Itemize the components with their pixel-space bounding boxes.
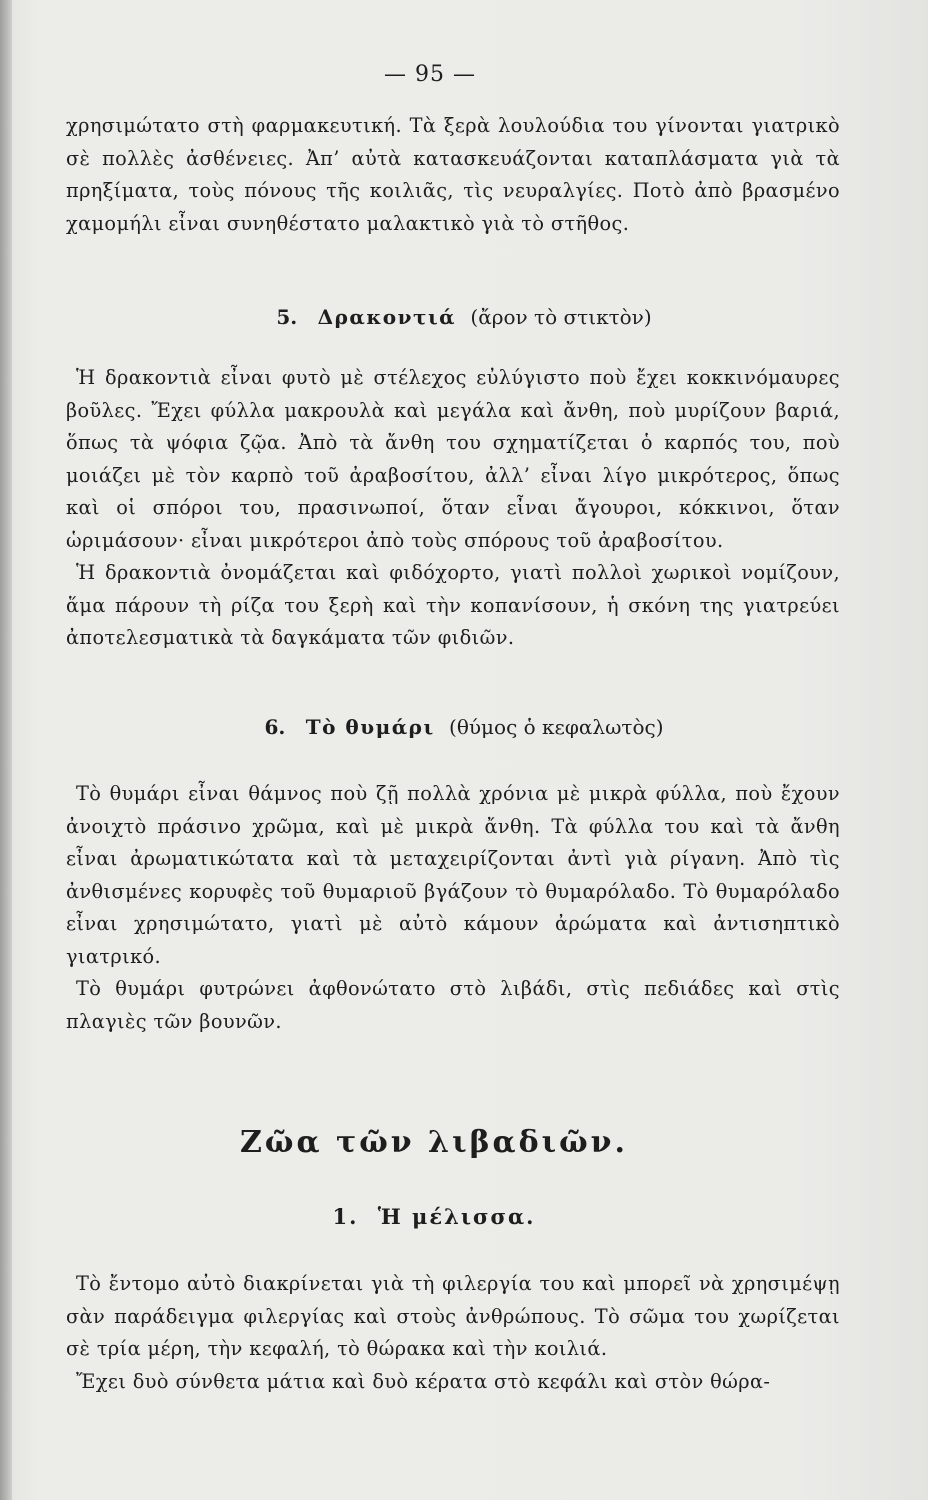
bee-paragraph-1: Τὸ ἔντομο αὐτὸ διακρίνεται γιὰ τὴ φιλεργία του καὶ μπορεῖ νὰ χρησιμέψῃ σὰν παράδειγμα φιλεργίας καὶ στοὺς ἀνθρώπους. Τὸ σῶμα του χωρίζεται σὲ τρία μέρη, τὴν κεφαλή, τὸ θώρακα καὶ τὴν κοιλιά.	[66, 1272, 840, 1360]
section-5-heading	[0, 305, 928, 329]
page-number: — 95 —	[384, 62, 476, 87]
section-6-heading	[0, 715, 928, 739]
section-6-paragraph-2: Τὸ θυμάρι φυτρώνει ἀφθονώτατο στὸ λιβάδι, στὶς πεδιάδες καὶ στὶς πλαγιὲς τῶν βουνῶν.	[66, 977, 840, 1033]
bee-number: 1.	[332, 1204, 359, 1229]
bee-text	[66, 1268, 840, 1398]
binding-gutter	[0, 0, 12, 1500]
section-5-number: 5.	[276, 305, 298, 329]
section-6-name: Τὸ θυμάρι	[305, 715, 435, 739]
bee-subheading	[0, 1204, 868, 1229]
section-6-number: 6.	[264, 715, 286, 739]
section-6-latin: (θύμος ὁ κεφαλωτὸς)	[449, 715, 664, 739]
section-5-paragraph-1: Ἡ δρακοντιὰ εἶναι φυτὸ μὲ στέλεχος εὐλύγιστο ποὺ ἔχει κοκκινόμαυρες βοῦλες. Ἔχει φύλλα μακρουλὰ καὶ μεγάλα καὶ ἄνθη, ποὺ μυρίζουν βαριά, ὅπως τὰ ψόφια ζῷα. Ἀπὸ τὰ ἄνθη του σχηματίζεται ὁ καρπός του, ποὺ μοιάζει μὲ τὸν καρπὸ τοῦ ἀραβοσίτου, ἀλλ’ εἶναι λίγο μικρότερος, ὅπως καὶ οἱ σπόροι του, πρασινωποί, ὅταν εἶναι ἄγουροι, κόκκινοι, ὅταν ὡριμάσουν· εἶναι μικρότεροι ἀπὸ τοὺς σπόρους τοῦ ἀραβοσίτου.	[66, 366, 840, 552]
animals-section-title: Ζῶα τῶν λιβαδιῶν.	[240, 1125, 628, 1160]
section-6-paragraph-1: Τὸ θυμάρι εἶναι θάμνος ποὺ ζῇ πολλὰ χρόνια μὲ μικρὰ φύλλα, ποὺ ἔχουν ἀνοιχτὸ πράσινο χρῶμα, καὶ μὲ μικρὰ ἄνθη. Τὰ φύλλα του καὶ τὰ ἄνθη εἶναι ἀρωματικώτατα καὶ τὰ μεταχειρίζονται ἀντὶ γιὰ ρίγανη. Ἀπὸ τὶς ἀνθισμένες κορυφὲς τοῦ θυμαριοῦ βγάζουν τὸ θυμαρόλαδο. Τὸ θυμαρόλαδο εἶναι χρησιμώτατο, γιατὶ μὲ αὐτὸ κάμουν ἀρώματα καὶ ἀντισηπτικὸ γιατρικό.	[66, 782, 840, 968]
intro-paragraph: χρησιμώτατο στὴ φαρμακευτική. Τὰ ξερὰ λουλούδια του γίνονται γιατρικὸ σὲ πολλὲς ἀσθένειες. Ἀπ’ αὐτὰ κατασκευάζονται καταπλάσματα γιὰ τὰ πρηξίματα, τοὺς πόνους τῆς κοιλιᾶς, τὶς νευραλγίες. Ποτὸ ἀπὸ βρασμένο χαμομήλι εἶναι συνηθέστατο μαλακτικὸ γιὰ τὸ στῆθος.	[66, 114, 840, 235]
section-5-paragraph-2: Ἡ δρακοντιὰ ὀνομάζεται καὶ φιδόχορτο, γιατὶ πολλοὶ χωρικοὶ νομίζουν, ἅμα πάρουν τὴ ρίζα του ξερὴ καὶ τὴν κοπανίσουν, ἡ σκόνη της γιατρεύει ἀποτελεσματικὰ τὰ δαγκάματα τῶν φιδιῶν.	[66, 561, 840, 649]
section-5-text	[66, 362, 840, 655]
intro-paragraph-block	[66, 110, 840, 240]
bee-name: Ἡ μέλισσα.	[377, 1204, 536, 1229]
section-6-text	[66, 778, 840, 1038]
section-5-latin: (ἄρον τὸ στικτὸν)	[470, 305, 652, 329]
bee-paragraph-2: Ἔχει δυὸ σύνθετα μάτια καὶ δυὸ κέρατα στὸ κεφάλι καὶ στὸν θώρα-	[76, 1369, 771, 1393]
section-5-name: Δρακοντιά	[317, 305, 457, 329]
